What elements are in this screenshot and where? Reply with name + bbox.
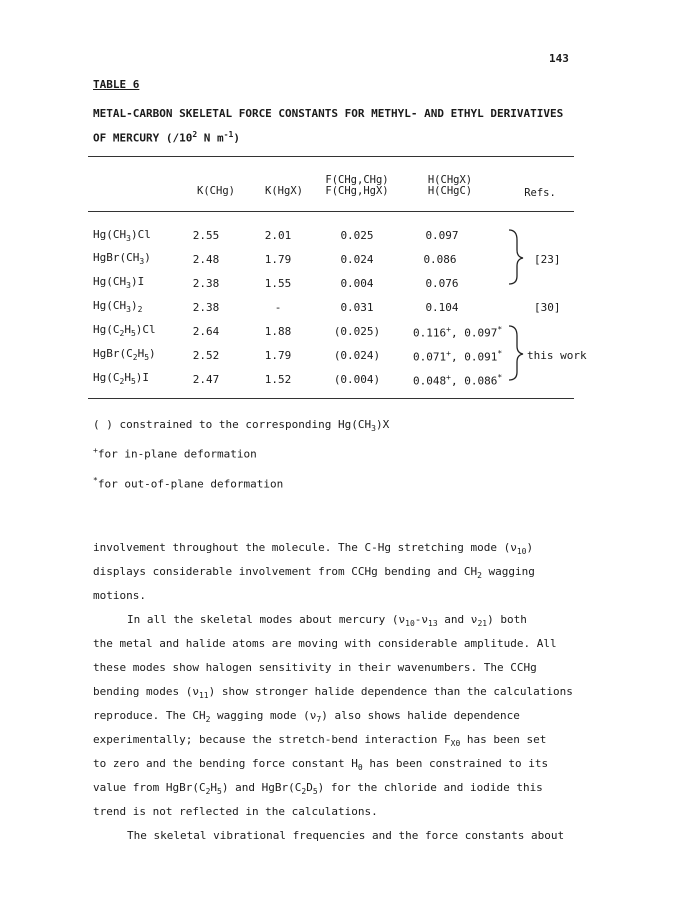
body-line: displays considerable involvement from CCHg bending and $CH_2$ wagging — [93, 565, 535, 581]
cell-h: 0.071+, 0.091* — [413, 349, 503, 364]
cell-f: (0.004) — [333, 373, 381, 386]
cell-k-hgx: 1.79 — [264, 349, 292, 362]
cell-k-chg: 2.52 — [192, 349, 220, 362]
header-f: F(CHg,CHg) F(CHg,HgX) — [325, 174, 389, 197]
body-line: the metal and halide atoms are moving with considerable amplitude. All — [93, 637, 557, 650]
cell-f: 0.025 — [340, 229, 374, 242]
table-label: TABLE 6 — [93, 78, 140, 91]
body-line: In all the skeletal modes about mercury ($\nu_{10}-\nu_{13}$ and $\nu_{21}$) both — [127, 613, 527, 629]
table-caption-line1: METAL-CARBON SKELETAL FORCE CONSTANTS FOR METHYL- AND ETHYL DERIVATIVES — [93, 107, 564, 120]
ref-23: [23] — [534, 253, 561, 266]
body-line: to zero and the bending force constant $H_\theta$ has been constrained to its — [93, 757, 549, 773]
body-line: The skeletal vibrational frequencies and the force constants about — [127, 829, 565, 842]
cell-h: 0.048+, 0.086* — [413, 373, 503, 388]
note-constrained: ( ) constrained to the corresponding $Hg(CH_3)X$ — [93, 418, 390, 434]
cell-k-chg: 2.47 — [192, 373, 220, 386]
cell-f: 0.031 — [340, 301, 374, 314]
cell-k-chg: 2.55 — [192, 229, 220, 242]
note-in-plane: +for in-plane deformation — [93, 446, 257, 461]
cell-h: 0.116+, 0.097* — [413, 325, 503, 340]
header-refs: Refs. — [524, 187, 556, 199]
ref-30: [30] — [534, 301, 561, 314]
body-line: bending modes $(\nu_{11})$ show stronger halide dependence than the calculations — [93, 685, 573, 701]
table-caption-line2: OF MERCURY ($/10^2$ N $m^{-1}$) — [93, 130, 240, 145]
body-line: trend is not reflected in the calculations. — [93, 805, 378, 818]
cell-f: (0.025) — [333, 325, 381, 338]
cell-k-chg: 2.64 — [192, 325, 220, 338]
compound-label: $Hg(CH_3)Cl$ — [93, 228, 151, 244]
compound-label: $Hg(C_2H_5)Cl$ — [93, 323, 156, 339]
brace-icon — [505, 226, 529, 386]
body-line: motions. — [93, 589, 146, 602]
page-number: 143 — [549, 52, 569, 65]
header-k-chg: K(CHg) — [197, 185, 235, 197]
table-top-rule — [88, 156, 574, 157]
compound-label: $HgBr(CH_3)$ — [93, 251, 151, 267]
cell-k-hgx: 1.88 — [264, 325, 292, 338]
compound-label: $Hg(CH_3)I$ — [93, 275, 145, 291]
cell-f: 0.004 — [340, 277, 374, 290]
body-line: experimentally; because the stretch-bend interaction $F_{X\theta}$ has been set — [93, 733, 547, 749]
compound-label: $Hg(CH_3)_2$ — [93, 299, 143, 315]
compound-label: $Hg(C_2H_5)I$ — [93, 371, 150, 387]
body-line: these modes show halogen sensitivity in their wavenumbers. The CCHg — [93, 661, 537, 674]
cell-k-hgx: 1.79 — [264, 253, 292, 266]
header-k-hgx: K(HgX) — [265, 185, 303, 197]
cell-k-chg: 2.38 — [192, 277, 220, 290]
note-out-of-plane: *for out-of-plane deformation — [93, 476, 284, 491]
compound-label: $HgBr(C_2H_5)$ — [93, 347, 156, 363]
body-line: involvement throughout the molecule. The C-Hg stretching mode $(\nu_{10})$ — [93, 541, 534, 557]
body-line: value from $HgBr(C_2H_5)$ and $HgBr(C_2D_5)$ for the chloride and iodide this — [93, 781, 543, 797]
cell-h: 0.076 — [425, 277, 459, 290]
table-header-rule — [88, 211, 574, 212]
ref-this-work: this work — [527, 349, 587, 362]
cell-k-hgx: 1.55 — [264, 277, 292, 290]
cell-f: (0.024) — [333, 349, 381, 362]
cell-k-chg: 2.48 — [192, 253, 220, 266]
cell-k-chg: 2.38 — [192, 301, 220, 314]
cell-h: 0.086 — [423, 253, 457, 266]
cell-k-hgx: 2.01 — [264, 229, 292, 242]
cell-k-hgx: - — [274, 301, 282, 314]
body-line: reproduce. The $CH_2$ wagging mode $(\nu_7)$ also shows halide dependence — [93, 709, 520, 725]
header-h: H(CHgX) H(CHgC) — [427, 174, 473, 197]
table-bottom-rule — [88, 398, 574, 399]
cell-h: 0.097 — [425, 229, 459, 242]
cell-k-hgx: 1.52 — [264, 373, 292, 386]
cell-h: 0.104 — [425, 301, 459, 314]
cell-f: 0.024 — [340, 253, 374, 266]
